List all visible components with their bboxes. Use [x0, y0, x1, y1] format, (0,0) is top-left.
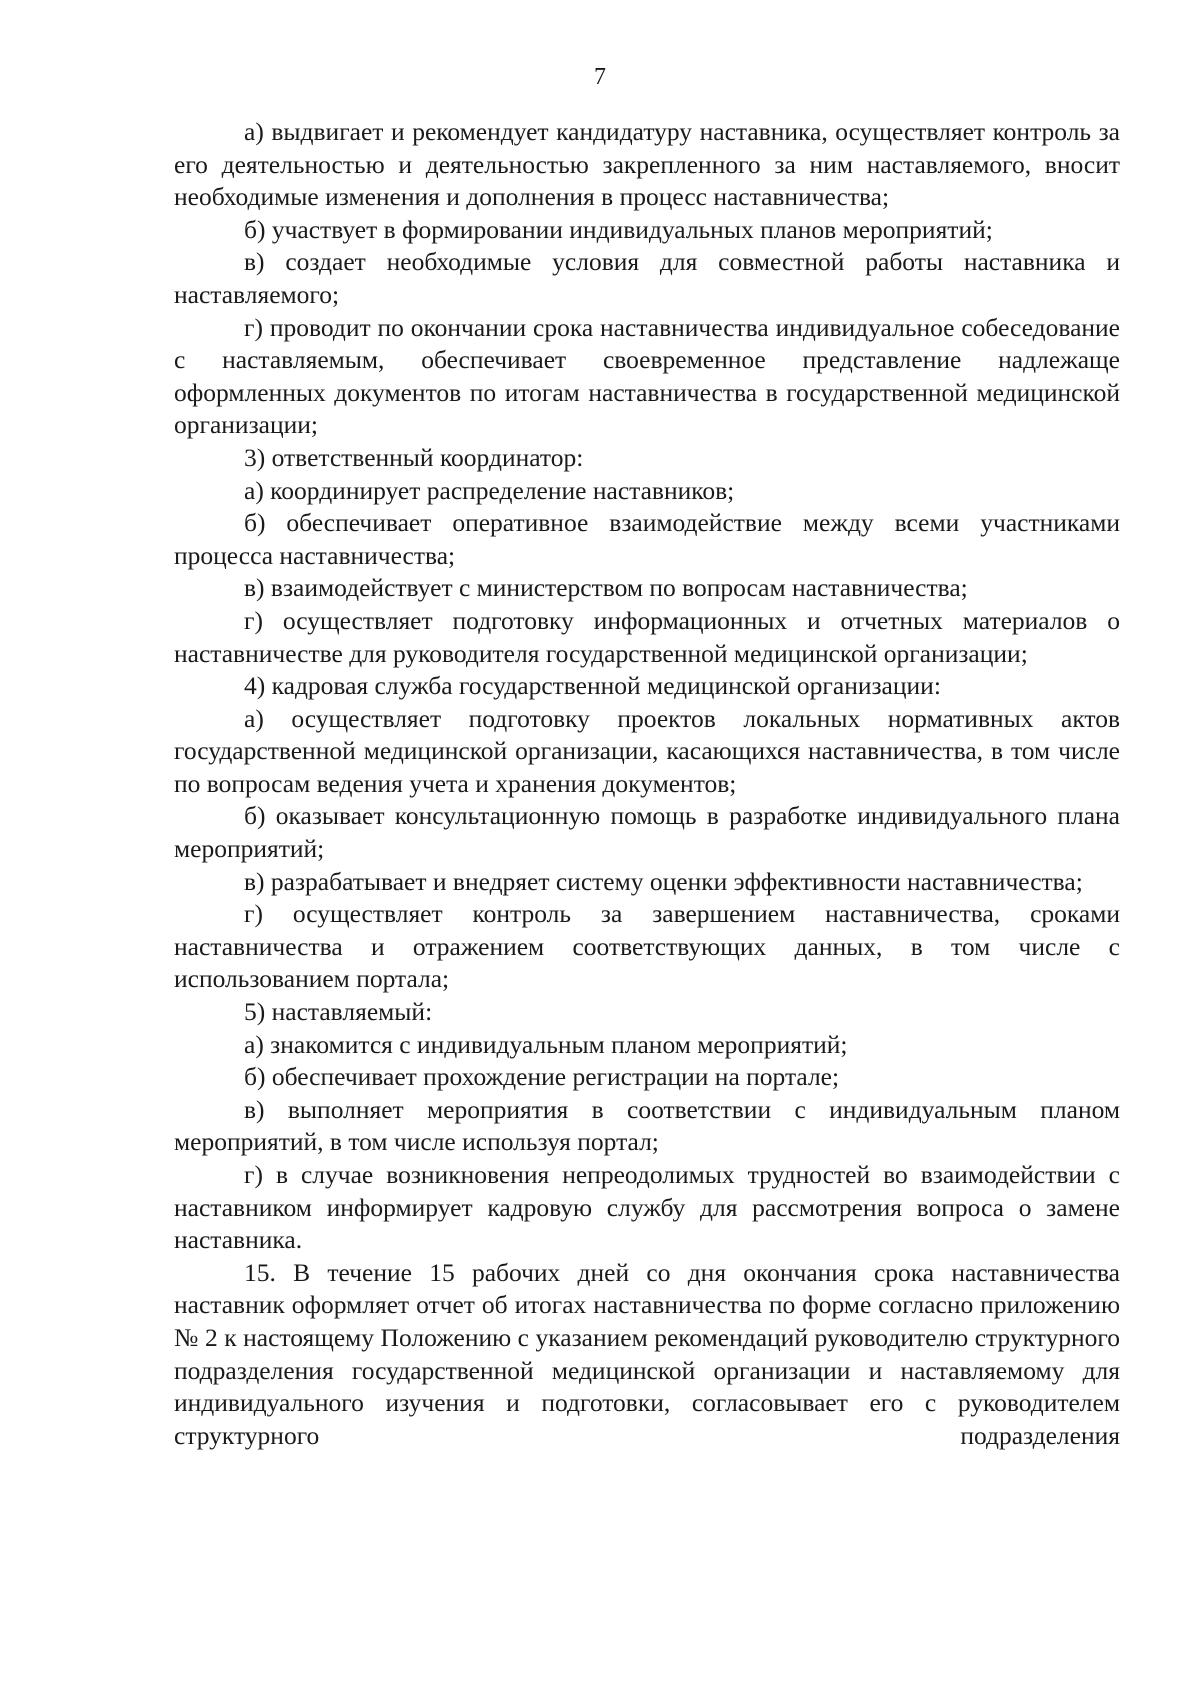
paragraph-1a: а) выдвигает и рекомендует кандидатуру наставника, осуществляет контроль за его деятельностью и деятельностью закрепленного за ним наставляемого, вносит необходимые изменения и дополнения в процесс наставничества;	[174, 117, 1120, 212]
paragraph-5d: г) в случае возникновения непреодолимых трудностей во взаимодействии с наставником информирует кадровую службу для рассмотрения вопроса о замене наставника.	[174, 1160, 1120, 1255]
paragraph-1b: б) участвует в формировании индивидуальных планов мероприятий;	[244, 214, 993, 244]
paragraph-4d: г) осуществляет контроль за завершением наставничества, сроками наставничества и отражением соответствующих данных, в том числе с использованием портала;	[174, 899, 1120, 994]
document-body	[174, 116, 1120, 1452]
paragraph-15: 15. В течение 15 рабочих дней со дня окончания срока наставничества наставник оформляет отчет об итогах наставничества по форме согласно приложению № 2 к настоящему Положению с указанием рекомендаций руководителю структурного подразделения государственной медицинской организации и наставляемому для индивидуального изучения и подготовки, согласовывает его с руководителем структурного подразделения	[174, 1257, 1120, 1450]
paragraph-5a: а) знакомится с индивидуальным планом мероприятий;	[244, 1029, 848, 1059]
section-heading-hr-service: 4) кадровая служба государственной медицинской организации:	[244, 671, 941, 701]
paragraph-1d: г) проводит по окончании срока наставничества индивидуальное собеседование с наставляемым, обеспечивает своевременное представление надлежаще оформленных документов по итогам наставничества в государственной медицинской организации;	[174, 312, 1120, 440]
section-heading-coordinator: 3) ответственный координатор:	[244, 442, 584, 472]
section-heading-mentee: 5) наставляемый:	[244, 997, 433, 1027]
paragraph-4c: в) разрабатывает и внедряет систему оценки эффективности наставничества;	[244, 866, 1083, 896]
paragraph-4b: б) оказывает консультационную помощь в разработке индивидуального плана мероприятий;	[174, 801, 1120, 864]
paragraph-4a: а) осуществляет подготовку проектов локальных нормативных актов государственной медицинской организации, касающихся наставничества, в том числе по вопросам ведения учета и хранения документов;	[174, 703, 1120, 798]
page-number: 7	[594, 64, 606, 90]
paragraph-3d: г) осуществляет подготовку информационных и отчетных материалов о наставничестве для руководителя государственной медицинской организации;	[174, 605, 1120, 668]
paragraph-1c: в) создает необходимые условия для совместной работы наставника и наставляемого;	[174, 247, 1120, 309]
paragraph-5b: б) обеспечивает прохождение регистрации на портале;	[244, 1062, 840, 1092]
paragraph-3b: б) обеспечивает оперативное взаимодействие между всеми участниками процесса наставничества;	[174, 508, 1120, 570]
paragraph-5c: в) выполняет мероприятия в соответствии с индивидуальным планом мероприятий, в том числе используя портал;	[174, 1094, 1120, 1157]
paragraph-3a: а) координирует распределение наставников;	[244, 475, 735, 505]
paragraph-3c: в) взаимодействует с министерством по вопросам наставничества;	[244, 573, 968, 603]
